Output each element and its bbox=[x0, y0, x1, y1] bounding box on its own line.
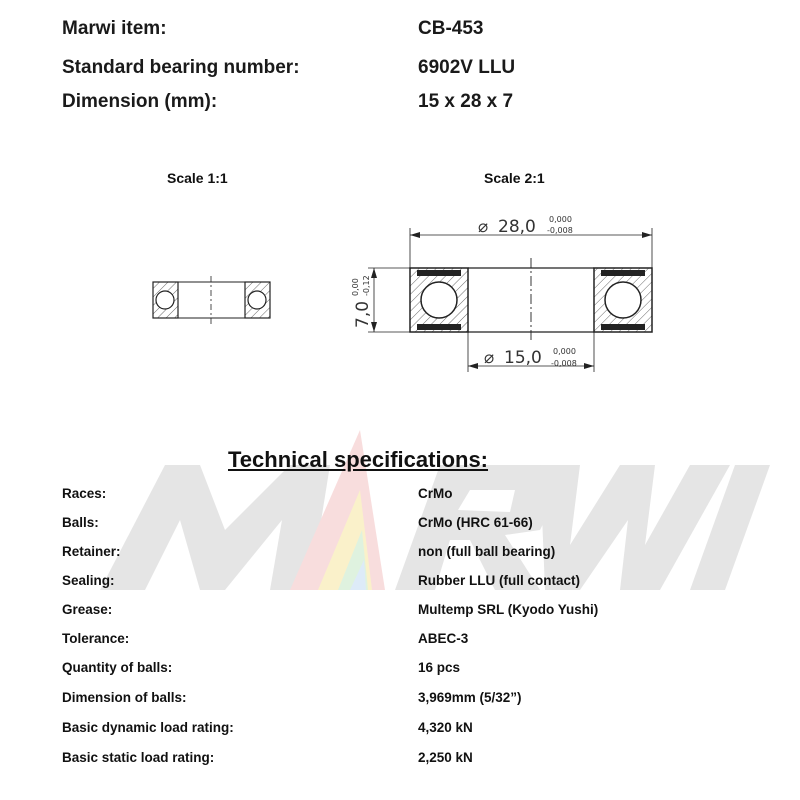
scale-label-1to1: Scale 1:1 bbox=[167, 170, 228, 186]
spec-value: CrMo (HRC 61-66) bbox=[418, 515, 533, 530]
spec-value: non (full ball bearing) bbox=[418, 544, 556, 559]
spec-label: Dimension of balls: bbox=[62, 690, 187, 705]
spec-value: CrMo bbox=[418, 486, 453, 501]
bearing-number-value: 6902V LLU bbox=[418, 57, 516, 78]
spec-value: ABEC-3 bbox=[418, 631, 469, 646]
spec-row-tolerance bbox=[62, 631, 762, 651]
scale-label-2to1: Scale 2:1 bbox=[484, 170, 545, 186]
spec-label: Races: bbox=[62, 486, 107, 501]
item-label: Marwi item: bbox=[62, 18, 167, 39]
spec-value: 16 pcs bbox=[418, 660, 461, 675]
spec-label: Basic static load rating: bbox=[62, 750, 215, 765]
spec-label: Sealing: bbox=[62, 573, 115, 588]
specs-title: Technical specifications: bbox=[228, 447, 489, 472]
dimension-value: 15 x 28 x 7 bbox=[418, 91, 514, 112]
width-value: 7,0 bbox=[353, 300, 373, 328]
spec-row-dynamic-load bbox=[62, 720, 762, 740]
width-tol-lower: -0,12 bbox=[362, 275, 371, 296]
spec-label: Grease: bbox=[62, 602, 113, 617]
outer-diameter-value: 28,0 bbox=[498, 217, 536, 237]
inner-diameter-value: 15,0 bbox=[504, 348, 542, 368]
bearing-number-label: Standard bearing number: bbox=[62, 57, 300, 78]
spec-row-dimension-of-balls bbox=[62, 690, 762, 710]
bearing-section-1to1 bbox=[153, 276, 270, 324]
spec-label: Tolerance: bbox=[62, 631, 130, 646]
width-tol-upper: 0,00 bbox=[351, 278, 360, 296]
spec-row-races bbox=[62, 486, 762, 506]
spec-value: 4,320 kN bbox=[418, 720, 473, 735]
spec-value: Rubber LLU (full contact) bbox=[418, 573, 580, 588]
spec-row-static-load bbox=[62, 750, 762, 770]
spec-row-balls bbox=[62, 515, 762, 535]
spec-value: 2,250 kN bbox=[418, 750, 473, 765]
spec-row-sealing bbox=[62, 573, 762, 593]
spec-label: Basic dynamic load rating: bbox=[62, 720, 234, 735]
spec-row-quantity-of-balls bbox=[62, 660, 762, 680]
outer-diameter-symbol: ⌀ bbox=[478, 217, 489, 237]
spec-value: 3,969mm (5/32”) bbox=[418, 690, 522, 705]
inner-diameter-tol-lower: -0,008 bbox=[551, 359, 577, 368]
spec-row-grease bbox=[62, 602, 762, 622]
spec-value: Multemp SRL (Kyodo Yushi) bbox=[418, 602, 599, 617]
inner-diameter-symbol: ⌀ bbox=[484, 348, 495, 368]
outer-diameter-tol-lower: -0,008 bbox=[547, 226, 573, 235]
spec-label: Retainer: bbox=[62, 544, 121, 559]
dimension-label: Dimension (mm): bbox=[62, 91, 218, 112]
outer-diameter-tol-upper: 0,000 bbox=[549, 215, 572, 224]
spec-row-retainer bbox=[62, 544, 762, 564]
item-value: CB-453 bbox=[418, 18, 484, 39]
inner-diameter-tol-upper: 0,000 bbox=[553, 347, 576, 356]
spec-label: Quantity of balls: bbox=[62, 660, 173, 675]
spec-label: Balls: bbox=[62, 515, 99, 530]
